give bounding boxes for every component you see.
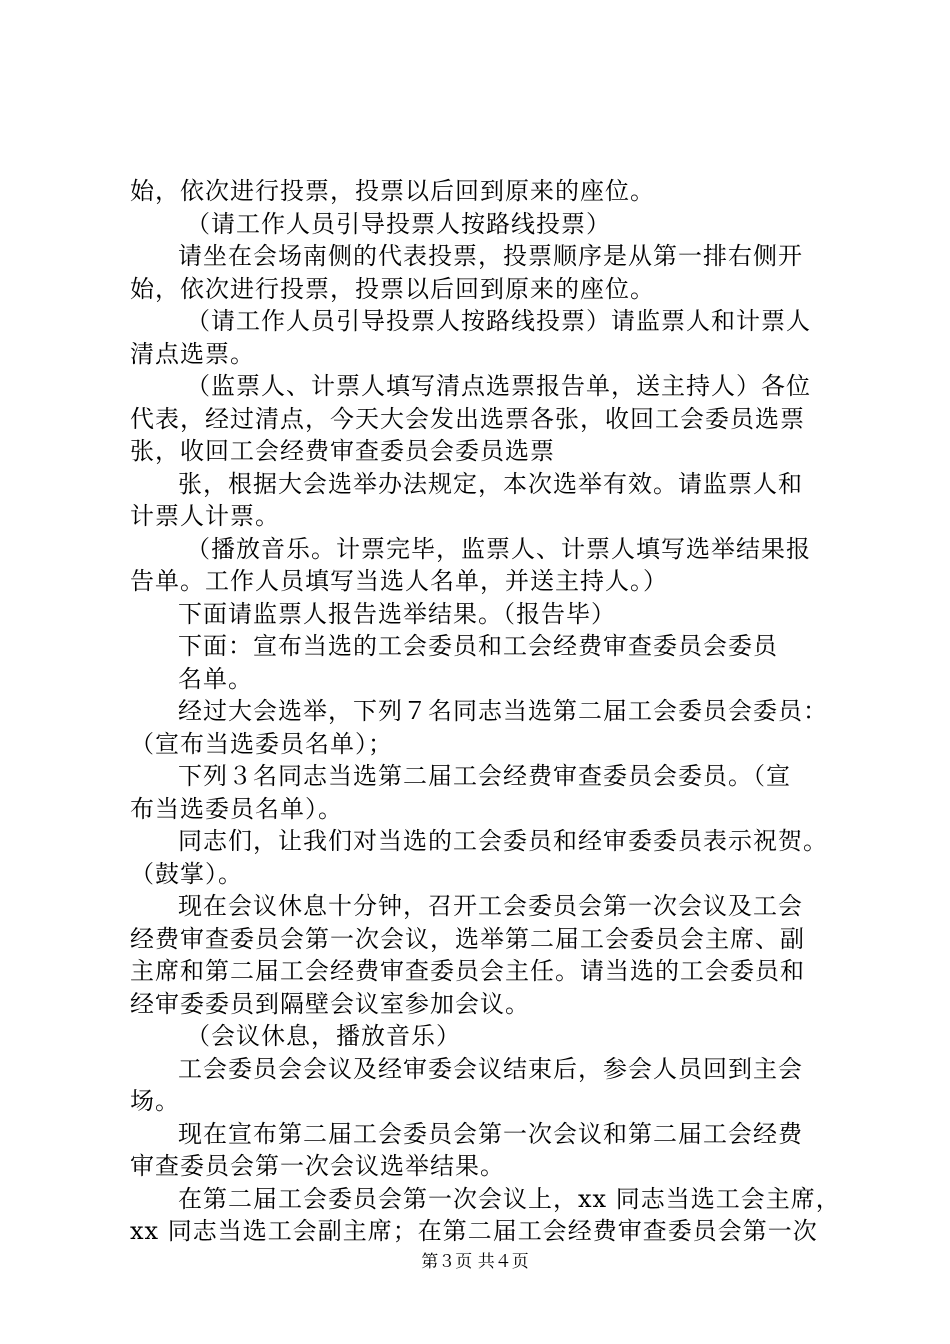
text-line: 审查委员会第一次会议选举结果。: [130, 1152, 505, 1180]
page-footer: [0, 1250, 950, 1274]
text-line: 同志们，让我们对当选的工会委员和经审委委员表示祝贺。: [178, 827, 828, 855]
text-line: （播放音乐。计票完毕，监票人、计票人填写选举结果报: [186, 534, 811, 563]
document-body: [130, 175, 840, 1248]
text-line: 下面请监票人报告选举结果。（报告毕）: [178, 599, 616, 628]
text-line: 现在会议休息十分钟，召开工会委员会第一次会议及工会: [178, 892, 803, 920]
text-line: 主席和第二届工会经费审查委员会主任。请当选的工会委员和: [130, 957, 805, 985]
text-line: （请工作人员引导投票人按路线投票）请监票人和计票人: [186, 307, 811, 335]
text-line: 工会委员会会议及经审委会议结束后，参会人员回到主会: [178, 1054, 803, 1083]
text-line: 经费审查委员会第一次会议，选举第二届工会委员会主席、副: [130, 924, 805, 953]
text-line: 布当选委员名单）。: [130, 794, 343, 823]
text-line: 下列３名同志当选第二届工会经费审查委员会委员。（宣: [178, 762, 791, 790]
text-line: 名单。: [178, 664, 253, 693]
text-line: （监票人、计票人填写清点选票报告单，送主持人）各位: [186, 372, 811, 400]
text-line: 始，依次进行投票，投票以后回到原来的座位。: [130, 177, 655, 205]
text-line: 下面：宣布当选的工会委员和工会经费审查委员会委员: [178, 632, 778, 660]
text-line: 张，收回工会经费审查委员会委员选票: [130, 437, 555, 465]
text-line: （宣布当选委员名单）；: [130, 729, 393, 758]
text-line: 计票人计票。: [130, 502, 280, 530]
text-line: （会议休息，播放音乐）: [186, 1022, 461, 1050]
text-line: 清点选票。: [130, 339, 255, 368]
page-number: 第３页 共４页: [421, 1252, 529, 1272]
text-line: 经过大会选举，下列７名同志当选第二届工会委员会委员：: [178, 697, 828, 725]
text-line: 张，根据大会选举办法规定，本次选举有效。请监票人和: [178, 469, 803, 498]
text-line: 现在宣布第二届工会委员会第一次会议和第二届工会经费: [178, 1119, 803, 1148]
text-line: xx 同志当选工会副主席；在第二届工会经费审查委员会第一次: [130, 1217, 818, 1245]
text-line: 经审委委员到隔壁会议室参加会议。: [130, 989, 530, 1018]
text-line: （鼓掌）。: [130, 859, 243, 888]
text-line: 代表，经过清点，今天大会发出选票各张，收回工会委员选票: [130, 404, 805, 433]
text-line: 告单。工作人员填写当选人名单，并送主持人。）: [130, 567, 668, 595]
text-line: 请坐在会场南侧的代表投票，投票顺序是从第一排右侧开: [178, 242, 803, 270]
text-line: 场。: [130, 1087, 180, 1115]
text-line: 始，依次进行投票，投票以后回到原来的座位。: [130, 274, 655, 303]
text-line: 在第二届工会委员会第一次会议上，xx 同志当选工会主席，: [178, 1184, 841, 1213]
text-line: （请工作人员引导投票人按路线投票）: [186, 209, 611, 238]
